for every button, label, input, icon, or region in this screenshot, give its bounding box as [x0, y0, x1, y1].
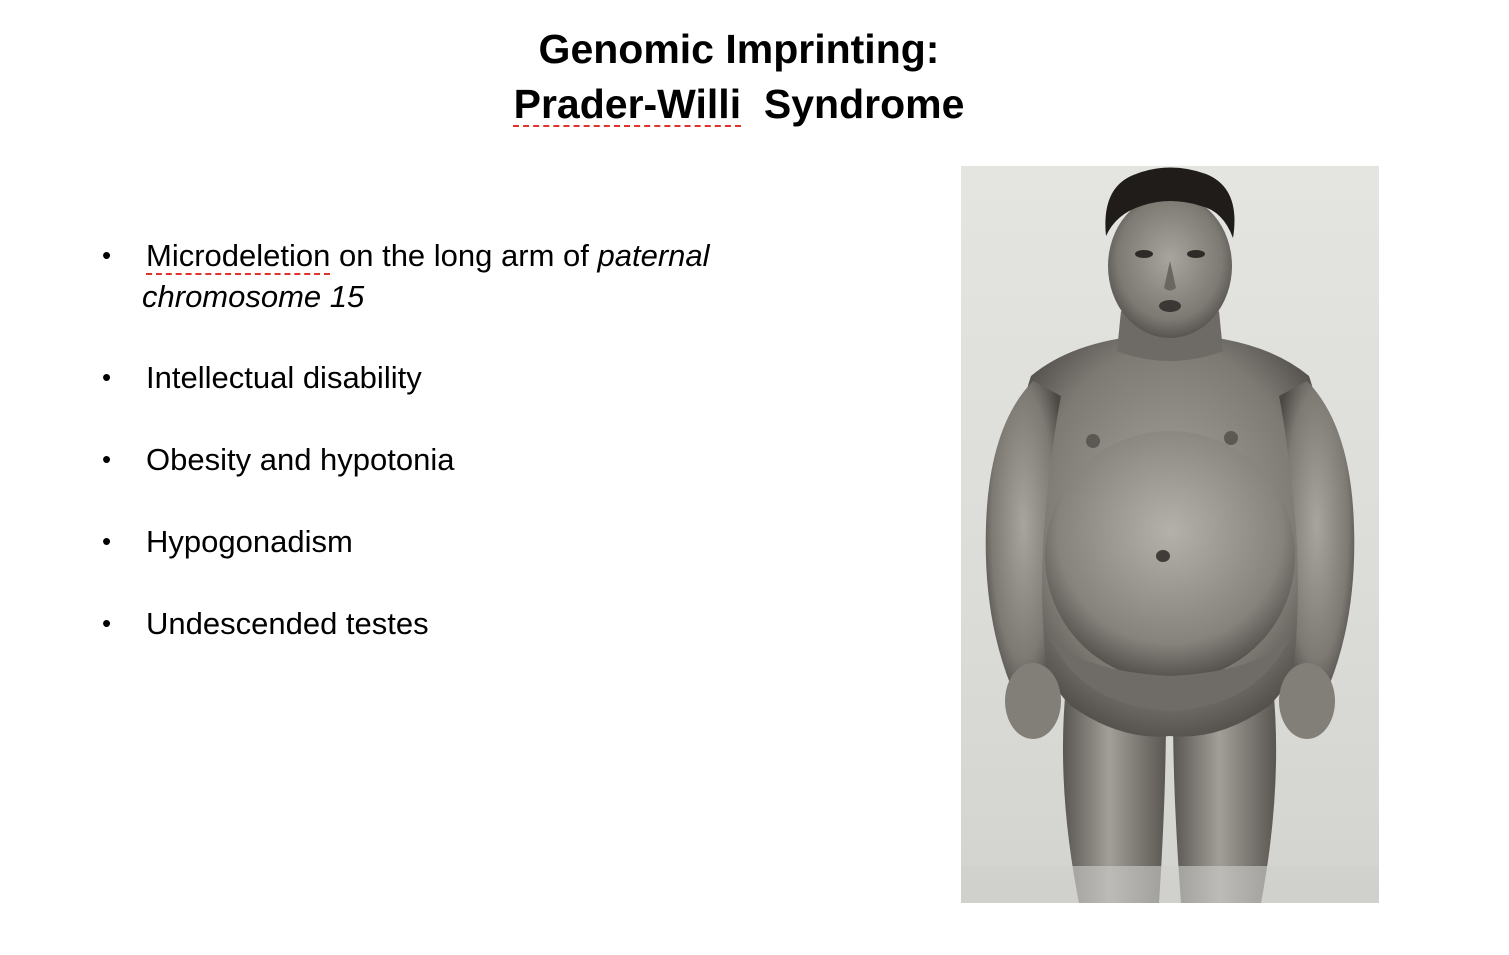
- figure-left-hand: [1005, 663, 1061, 739]
- bullet-marker: •: [102, 444, 112, 474]
- figure-nipple-left: [1086, 434, 1100, 448]
- bullet-microdeletion-chromosome: chromosome 15: [142, 279, 365, 314]
- figure-mouth: [1159, 300, 1181, 312]
- title-syndrome-name: Prader-Willi: [513, 81, 742, 127]
- title-line-1: Genomic Imprinting:: [538, 26, 940, 72]
- bullet-text: Hypogonadism: [146, 524, 353, 559]
- title-syndrome-word: Syndrome: [741, 81, 965, 127]
- figure-eye-right: [1187, 250, 1205, 258]
- bullet-microdeletion-paternal: paternal: [597, 238, 710, 273]
- figure-right-hand: [1279, 663, 1335, 739]
- figure-navel: [1156, 550, 1170, 562]
- slide-title: [0, 22, 1478, 132]
- bullet-item-hypogonadism: [102, 521, 862, 562]
- bullet-item-undescended-testes: [102, 603, 862, 644]
- bullet-item-microdeletion: [102, 235, 862, 317]
- photo-floor-shade: [961, 866, 1379, 903]
- bullet-text: Intellectual disability: [146, 360, 422, 395]
- title-line-2: [0, 77, 1478, 132]
- patient-photograph: [961, 166, 1379, 903]
- bullet-text: Obesity and hypotonia: [146, 442, 455, 477]
- bullet-microdeletion-text: on the long arm of: [330, 238, 598, 273]
- bullet-text: Undescended testes: [146, 606, 429, 641]
- bullet-marker: •: [102, 526, 112, 556]
- patient-figure-illustration: [961, 166, 1379, 903]
- bullet-item-obesity: [102, 439, 862, 480]
- bullet-item-intellectual-disability: [102, 357, 862, 398]
- bullet-marker: •: [102, 362, 112, 392]
- figure-nipple-right: [1224, 431, 1238, 445]
- bullet-marker: •: [102, 240, 112, 270]
- bullet-marker: •: [102, 608, 112, 638]
- figure-eye-left: [1135, 250, 1153, 258]
- bullet-microdeletion-term: Microdeletion: [146, 238, 331, 273]
